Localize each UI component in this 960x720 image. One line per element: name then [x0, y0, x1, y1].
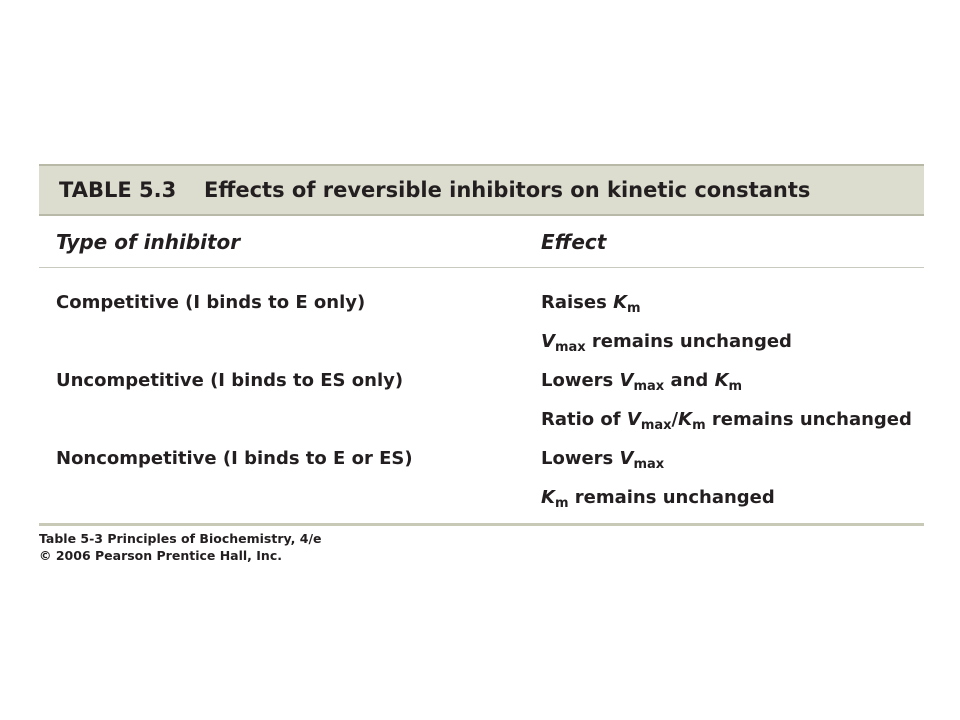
- table-row: [39, 361, 924, 400]
- source-line: Table 5-3 Principles of Biochemistry, 4/e: [39, 531, 322, 546]
- table-row: [39, 478, 924, 517]
- table-row: [39, 439, 924, 478]
- effect-cell: Lowers $V_{max}$: [541, 448, 665, 472]
- table-body: [39, 268, 924, 526]
- table-row: [39, 322, 924, 361]
- table-row: [39, 283, 924, 322]
- header-effect: Effect: [541, 229, 607, 254]
- table-row: [39, 400, 924, 439]
- inhibitor-type-cell: Noncompetitive (I binds to E or ES): [56, 448, 413, 469]
- header-type-of-inhibitor: Type of inhibitor: [56, 229, 241, 254]
- effect-cell: $V_{max}$ remains unchanged: [541, 331, 792, 355]
- effect-cell: $K_m$ remains unchanged: [541, 487, 775, 511]
- table-title: Effects of reversible inhibitors on kinetic constants: [204, 178, 811, 202]
- effect-cell: Raises $K_m$: [541, 292, 641, 316]
- kinetics-table: [39, 164, 924, 526]
- source-credit: [39, 530, 322, 564]
- table-title-bar: [39, 164, 924, 216]
- inhibitor-type-cell: Competitive (I binds to E only): [56, 292, 366, 313]
- effect-cell: Lowers $V_{max}$ and $K_m$: [541, 370, 743, 394]
- table-label: TABLE 5.3: [59, 178, 177, 202]
- copyright-line: © 2006 Pearson Prentice Hall, Inc.: [39, 548, 282, 563]
- inhibitor-type-cell: Uncompetitive (I binds to ES only): [56, 370, 404, 391]
- effect-cell: Ratio of $V_{max}/K_m$ remains unchanged: [541, 409, 912, 433]
- table-header-row: [39, 216, 924, 268]
